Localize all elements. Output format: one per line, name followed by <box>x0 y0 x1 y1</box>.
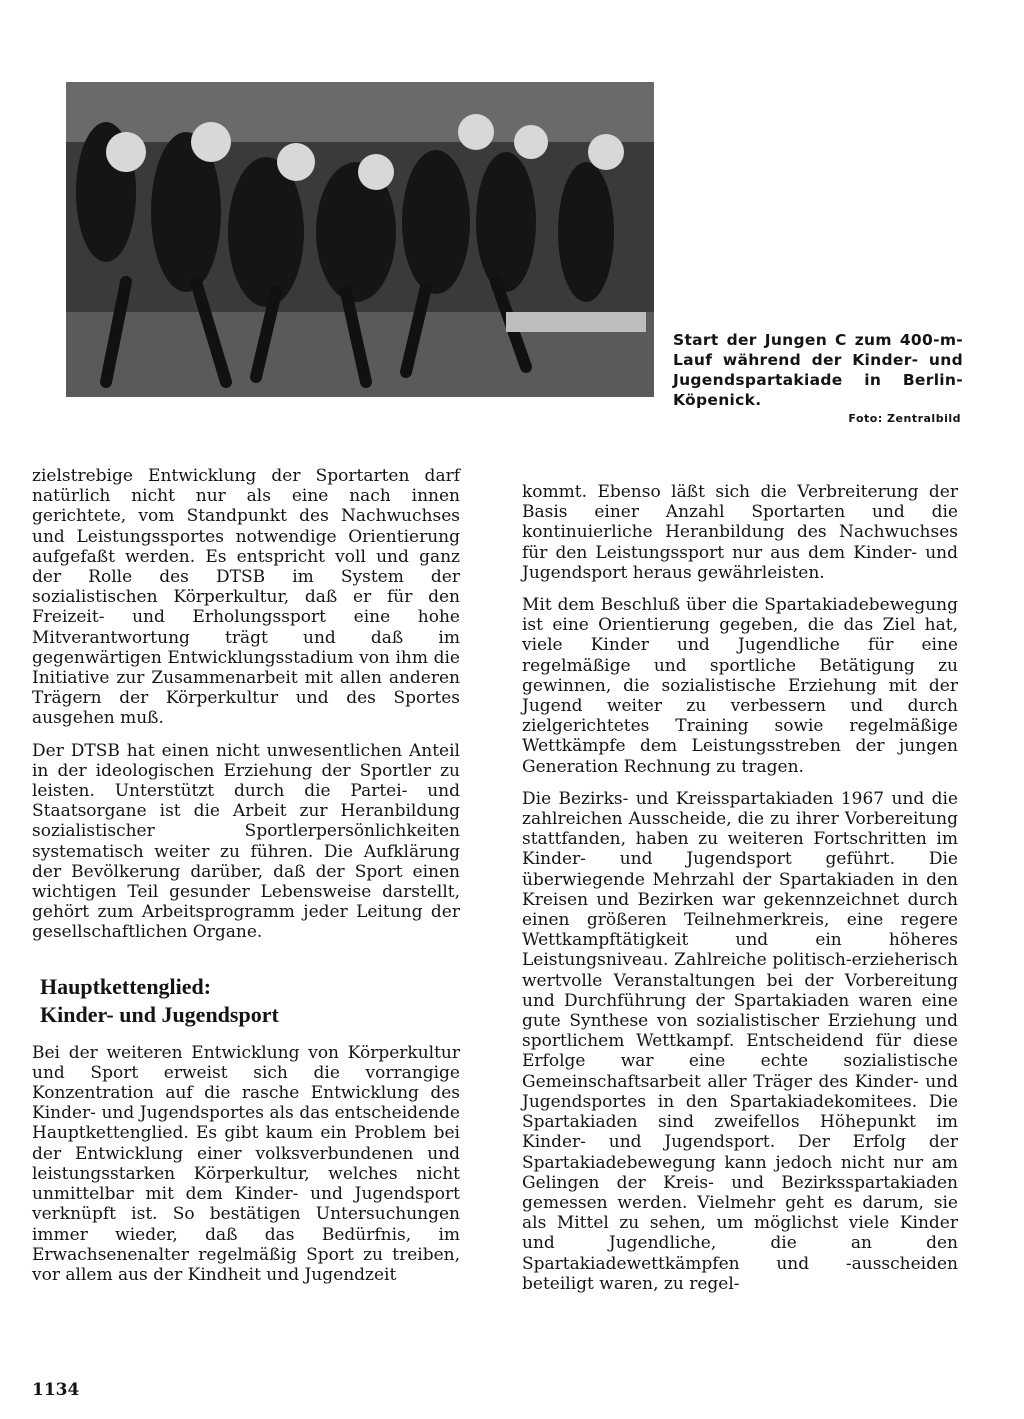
photo-runners-start <box>66 82 654 397</box>
left-column <box>32 466 460 1297</box>
paragraph: zielstrebige Entwicklung der Sportarten darf natürlich nicht nur als eine nach innen gerichtete, vom Standpunkt des Nachwuchses und Leistungssportes notwendige Orientierung aufgefaßt werden. Es entspricht voll und ganz der Rolle des DTSB im System der sozialistischen Körperkultur, daß er für den Freizeit- und Erholungssport eine hohe Mitverantwortung trägt und daß im gegenwärtigen Entwicklungsstadium von ihm die Initiative zur Zusammenarbeit mit allen anderen Trägern der Körperkultur und des Sportes ausgehen muß. <box>32 466 460 729</box>
paragraph: kommt. Ebenso läßt sich die Verbreiterung der Basis einer Anzahl Sportarten und die kontinuierliche Heranbildung des Nachwuchses für den Leistungssport nur aus dem Kinder- und Jugendsport heraus gewährleisten. <box>522 482 958 583</box>
photo-credit: Foto: Zentralbild <box>848 412 961 425</box>
paragraph: Mit dem Beschluß über die Spartakiadebewegung ist eine Orientierung gegeben, die das Ziel hat, viele Kinder und Jugendliche für eine regelmäßige und sportliche Betätigung zu gewinnen, die sozialistische Erziehung mit der Jugend weiter zu verbessern und durch zielgerichtetes Training sowie regelmäßige Wettkämpfe dem Leistungsstreben der jungen Generation Rechnung zu tragen. <box>522 595 958 777</box>
heading-line-2: Kinder- und Jugendsport <box>40 1001 279 1027</box>
page-number: 1134 <box>32 1380 80 1400</box>
paragraph: Bei der weiteren Entwicklung von Körperkultur und Sport erweist sich die vorrangige Konzentration auf die rasche Entwicklung des Kinder- und Jugendsportes als das entscheidende Hauptkettenglied. Es gibt kaum ein Problem bei der Entwicklung einer volksverbundenen und leistungsstarken Körperkultur, welches nicht unmittelbar mit dem Kinder- und Jugendsport verknüpft ist. So bestätigen Untersuchungen immer wieder, daß das Bedürfnis, im Erwachsenenalter regelmäßig Sport zu treiben, vor allem aus der Kindheit und Jugendzeit <box>32 1042 460 1285</box>
paragraph: Die Bezirks- und Kreisspartakiaden 1967 und die zahlreichen Ausscheide, die zu ihrer Vorbereitung stattfanden, haben zu weiteren Fortschritten im Kinder- und Jugendsport geführt. Die überwiegende Mehrzahl der Spartakiaden in den Kreisen und Bezirken war gekennzeichnet durch einen größeren Teilnehmerkreis, eine regere Wettkampftätigkeit und ein höheres Leistungsniveau. Zahlreiche politisch-erzieherisch wertvolle Veranstaltungen bei der Vorbereitung und Durchführung der Spartakiaden waren eine gute Synthese von sozialistischer Erziehung und sportlichem Wettkampf. Entscheidend für diese Erfolge war eine echte sozialistische Gemeinschaftsarbeit aller Träger des Kinder- und Jugendsportes in den Spartakiadekomitees. Die Spartakiaden sind zweifellos Höhepunkt im Kinder- und Jugendsport. Der Erfolg der Spartakiadebewegung kann jedoch nicht nur am Gelingen der Kreis- und Bezirksspartakiaden gemessen werden. Vielmehr geht es darum, sie als Mittel zu sehen, um möglichst viele Kinder und Jugendliche, die an den Spartakiadewettkämpfen und -ausscheiden beteiligt waren, zu regel- <box>522 788 958 1294</box>
paragraph: Der DTSB hat einen nicht unwesentlichen Anteil in der ideologischen Erziehung der Sportler zu leisten. Unterstützt durch die Partei- und Staatsorgane ist die Arbeit zur Heranbildung sozialistischer Sportlerpersönlichkeiten systematisch weiter zu führen. Die Aufklärung der Bevölkerung darüber, daß der Sport einen wichtigen Teil gesunder Lebensweise darstellt, gehört zum Arbeitsprogramm jeder Leitung der gesellschaftlichen Organe. <box>32 740 460 943</box>
photo-caption: Start der Jungen C zum 400-m-Lauf während der Kinder- und Jugendspartakiade in Berlin-Köpenick. <box>673 331 963 409</box>
section-heading <box>40 973 460 1029</box>
heading-line-1: Hauptkettenglied: <box>40 973 212 999</box>
right-column <box>522 482 958 1306</box>
photo-image <box>66 82 654 397</box>
